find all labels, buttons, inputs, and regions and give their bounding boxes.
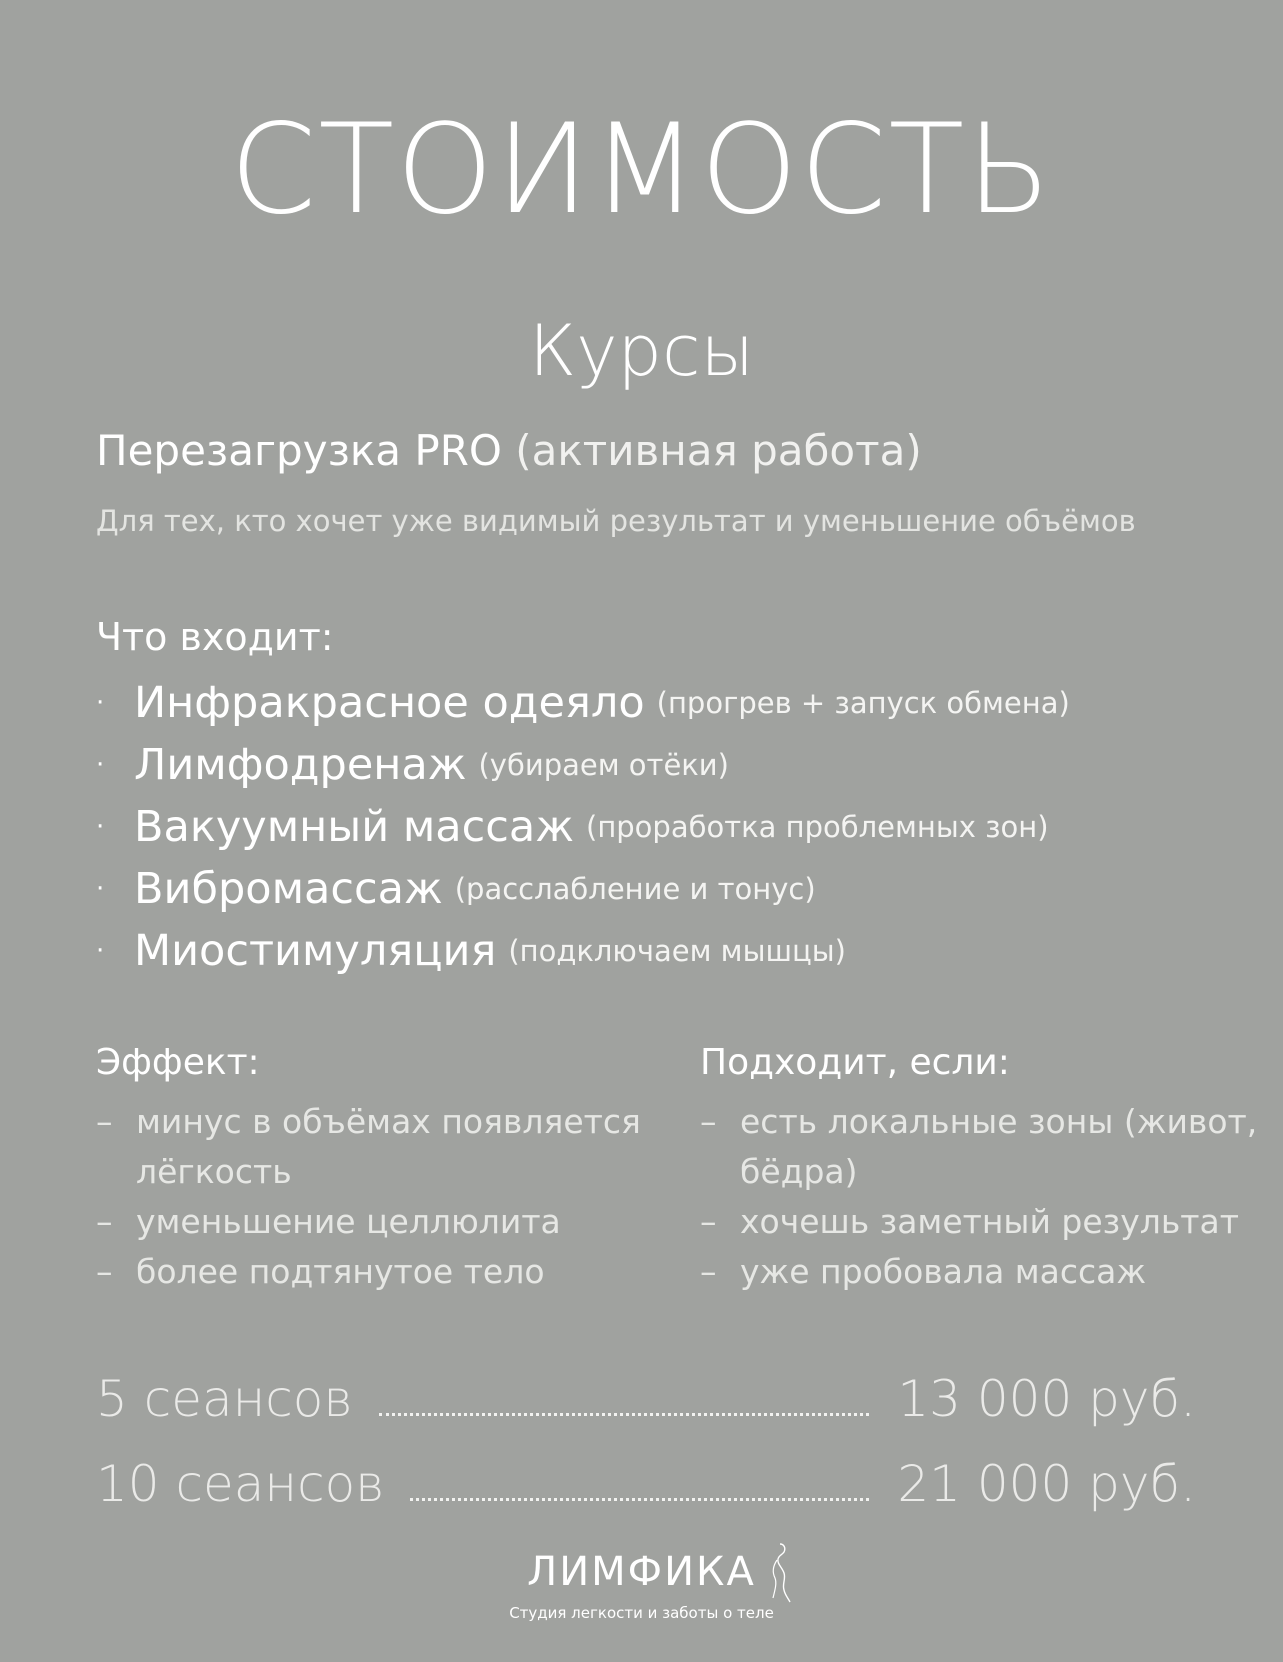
include-name: Лимфодренаж bbox=[134, 740, 467, 790]
studio-logo bbox=[0, 1549, 1283, 1622]
list-item bbox=[700, 1247, 1260, 1297]
effect-list bbox=[96, 1097, 656, 1297]
dotted-leader bbox=[379, 1412, 870, 1416]
price-row bbox=[96, 1455, 1196, 1513]
suits-column bbox=[700, 1042, 1260, 1297]
course-name-note: (активная работа) bbox=[515, 426, 922, 475]
suits-list bbox=[700, 1097, 1260, 1297]
effect-item: более подтянутое тело bbox=[136, 1252, 545, 1291]
woman-silhouette-icon bbox=[762, 1540, 798, 1604]
include-note: (убираем отёки) bbox=[478, 748, 729, 782]
suits-item: уже пробовала массаж bbox=[740, 1252, 1147, 1291]
bullet-icon: · bbox=[96, 688, 105, 718]
include-note: (расслабление и тонус) bbox=[454, 872, 816, 906]
course-description: Для тех, кто хочет уже видимый результат и уменьшение объёмов bbox=[96, 504, 1136, 538]
course-name-text: Перезагрузка PRO bbox=[96, 426, 502, 475]
page-title: СТОИМОСТЬ bbox=[229, 98, 1054, 242]
effect-item: уменьшение целлюлита bbox=[136, 1202, 561, 1241]
include-note: (прогрев + запуск обмена) bbox=[656, 686, 1070, 720]
dash-icon: – bbox=[700, 1252, 717, 1291]
logo-wordmark bbox=[527, 1549, 756, 1595]
price-label: 5 сеансов bbox=[96, 1370, 353, 1428]
list-item bbox=[96, 672, 1070, 734]
section-title: Курсы bbox=[528, 310, 755, 392]
includes-list bbox=[96, 672, 1070, 982]
include-note: (проработка проблемных зон) bbox=[586, 810, 1049, 844]
bullet-icon: · bbox=[96, 812, 105, 842]
price-value: 13 000 руб. bbox=[897, 1370, 1196, 1428]
price-value: 21 000 руб. bbox=[897, 1455, 1196, 1513]
bullet-icon: · bbox=[96, 874, 105, 904]
price-row bbox=[96, 1370, 1196, 1428]
dash-icon: – bbox=[700, 1202, 717, 1241]
include-name: Вакуумный массаж bbox=[134, 802, 574, 852]
includes-title: Что входит: bbox=[96, 615, 334, 659]
dash-icon: – bbox=[700, 1102, 717, 1141]
dash-icon: – bbox=[96, 1252, 113, 1291]
list-item bbox=[700, 1097, 1260, 1197]
include-note: (подключаем мышцы) bbox=[508, 934, 846, 968]
effect-title: Эффект: bbox=[96, 1042, 260, 1083]
dash-icon: – bbox=[96, 1202, 113, 1241]
bullet-icon: · bbox=[96, 936, 105, 966]
list-item bbox=[96, 920, 1070, 982]
effect-column bbox=[96, 1042, 656, 1297]
suits-item: хочешь заметный результат bbox=[740, 1202, 1239, 1241]
include-name: Вибромассаж bbox=[134, 864, 443, 914]
bullet-icon: · bbox=[96, 750, 105, 780]
list-item bbox=[700, 1197, 1260, 1247]
price-label: 10 сеансов bbox=[96, 1455, 385, 1513]
list-item bbox=[96, 734, 1070, 796]
list-item bbox=[96, 1097, 656, 1197]
list-item bbox=[96, 1197, 656, 1247]
suits-item: есть локальные зоны (живот, бёдра) bbox=[740, 1102, 1258, 1191]
suits-title: Подходит, если: bbox=[700, 1042, 1010, 1083]
list-item bbox=[96, 858, 1070, 920]
list-item bbox=[96, 796, 1070, 858]
include-name: Миостимуляция bbox=[134, 926, 497, 976]
dotted-leader bbox=[410, 1497, 869, 1501]
effect-item: минус в объёмах появляется лёгкость bbox=[136, 1102, 641, 1191]
list-item bbox=[96, 1247, 656, 1297]
include-name: Инфракрасное одеяло bbox=[134, 678, 645, 728]
logo-tagline: Студия легкости и заботы о теле bbox=[509, 1604, 774, 1622]
dash-icon: – bbox=[96, 1102, 113, 1141]
course-name bbox=[96, 426, 922, 475]
logo-name: ЛИМФИКА bbox=[527, 1549, 756, 1595]
